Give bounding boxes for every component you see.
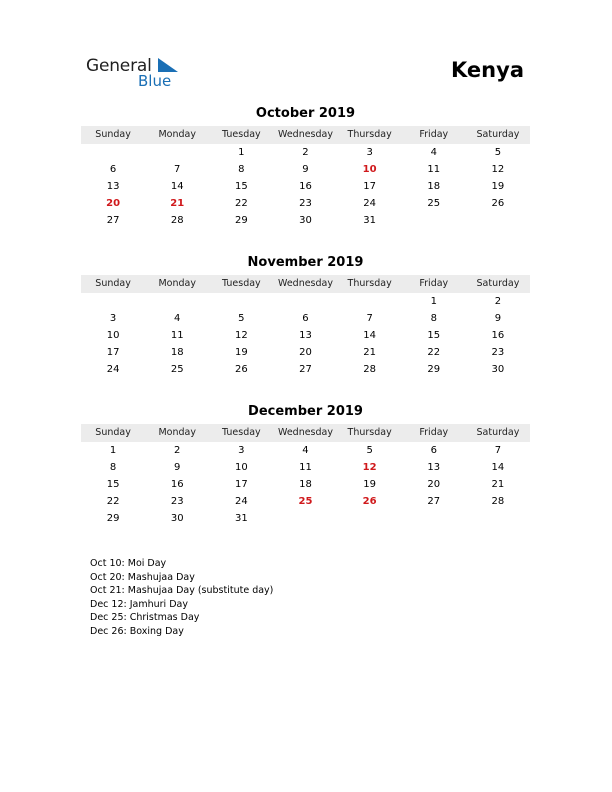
day-cell: 8	[109, 462, 117, 473]
empty-day-cell	[402, 212, 466, 229]
day-cell: 18	[427, 181, 441, 192]
day-cell: 18	[170, 347, 184, 358]
day-cell: 2	[494, 296, 502, 307]
logo	[86, 56, 186, 92]
day-cell: 29	[234, 215, 248, 226]
day-cell: 19	[363, 479, 376, 490]
day-cell: 13	[106, 181, 120, 192]
empty-day-cell	[81, 293, 145, 310]
day-cell: 27	[299, 364, 312, 375]
day-cell: 5	[366, 445, 373, 456]
day-cell: 2	[174, 445, 181, 456]
day-cell: 27	[106, 215, 120, 226]
day-cell: 20	[299, 347, 312, 358]
day-cell: 29	[427, 364, 441, 375]
day-cell: 22	[106, 496, 120, 507]
day-cell: 4	[174, 313, 181, 324]
day-cell: 28	[491, 496, 505, 507]
logo-flag-icon	[158, 58, 178, 72]
month-title: November 2019	[247, 255, 364, 270]
week-row	[81, 195, 530, 212]
day-cell: 15	[106, 479, 120, 490]
day-cell: 3	[238, 445, 245, 456]
day-cell: 11	[427, 164, 441, 175]
day-cell: 24	[234, 496, 248, 507]
week-row	[81, 144, 530, 161]
day-cell: 1	[109, 445, 117, 456]
week-row	[81, 459, 530, 476]
day-cell: 4	[430, 147, 437, 158]
day-cell: 7	[174, 164, 181, 175]
day-cell: 31	[234, 513, 248, 524]
day-cell: 15	[234, 181, 248, 192]
day-cell: 6	[430, 445, 437, 456]
day-cell: 25	[427, 198, 441, 209]
weekday-label: Thursday	[347, 278, 392, 289]
day-cell: 14	[491, 462, 505, 473]
day-cell: 23	[170, 496, 184, 507]
day-cell: 30	[491, 364, 505, 375]
day-cell: 9	[302, 164, 309, 175]
day-cell: 1	[238, 147, 245, 158]
day-cell: 13	[427, 462, 441, 473]
weekday-label: Wednesday	[277, 278, 333, 289]
weekday-label: Friday	[419, 278, 449, 289]
month-title: December 2019	[248, 404, 363, 419]
day-cell: 5	[494, 147, 502, 158]
week-row	[81, 310, 530, 327]
empty-day-cell	[466, 510, 530, 527]
holiday-list-item: Oct 20: Mashujaa Day	[90, 571, 195, 583]
day-cell: 14	[170, 181, 184, 192]
day-cell: 6	[109, 164, 117, 175]
day-cell: 9	[174, 462, 181, 473]
weekday-label: Friday	[419, 427, 449, 438]
day-cell: 17	[234, 479, 248, 490]
day-cell: 3	[109, 313, 117, 324]
day-cell: 10	[106, 330, 120, 341]
weekday-label: Tuesday	[222, 129, 261, 140]
week-row	[81, 178, 530, 195]
day-cell: 4	[302, 445, 309, 456]
empty-day-cell	[338, 293, 402, 310]
empty-day-cell	[145, 144, 209, 161]
day-cell: 11	[299, 462, 312, 473]
weekday-label: Monday	[158, 278, 196, 289]
day-cell: 12	[234, 330, 248, 341]
week-row	[81, 361, 530, 378]
weekday-label: Sunday	[95, 427, 131, 438]
day-cell: 25	[170, 364, 184, 375]
day-cell: 18	[299, 479, 312, 490]
month-december	[81, 403, 530, 527]
weekday-label: Tuesday	[222, 427, 261, 438]
day-cell: 21	[363, 347, 376, 358]
week-row	[81, 344, 530, 361]
day-cell: 11	[170, 330, 184, 341]
day-cell: 7	[366, 313, 373, 324]
weekday-label: Friday	[419, 129, 449, 140]
day-cell: 20	[427, 479, 441, 490]
weekday-label: Monday	[158, 129, 196, 140]
day-cell: 8	[430, 313, 437, 324]
day-cell: 6	[302, 313, 309, 324]
day-cell: 27	[427, 496, 441, 507]
empty-day-cell	[402, 510, 466, 527]
logo-general-text: General	[86, 56, 152, 76]
day-cell: 19	[491, 181, 505, 192]
day-cell: 26	[491, 198, 505, 209]
holiday-day-cell: 10	[362, 164, 377, 175]
day-cell: 12	[491, 164, 505, 175]
day-cell: 19	[234, 347, 248, 358]
week-row	[81, 442, 530, 459]
day-cell: 3	[366, 147, 373, 158]
week-row	[81, 212, 530, 229]
weekday-header	[81, 126, 530, 144]
day-cell: 24	[106, 364, 120, 375]
day-cell: 23	[491, 347, 505, 358]
empty-day-cell	[466, 212, 530, 229]
day-cell: 7	[494, 445, 502, 456]
holiday-list-item: Dec 25: Christmas Day	[90, 612, 200, 623]
empty-day-cell	[273, 510, 337, 527]
day-cell: 30	[170, 513, 184, 524]
day-cell: 5	[238, 313, 245, 324]
empty-day-cell	[209, 293, 273, 310]
month-november	[81, 254, 530, 378]
day-cell: 1	[430, 296, 437, 307]
day-cell: 14	[363, 330, 376, 341]
month-october	[81, 105, 530, 229]
holiday-list-item: Dec 26: Boxing Day	[90, 625, 184, 637]
logo-blue-text: Blue	[138, 72, 172, 90]
day-cell: 8	[238, 164, 245, 175]
day-cell: 22	[427, 347, 441, 358]
day-cell: 23	[299, 198, 312, 209]
empty-day-cell	[338, 510, 402, 527]
day-cell: 29	[106, 513, 120, 524]
empty-day-cell	[81, 144, 145, 161]
weekday-label: Tuesday	[222, 278, 261, 289]
day-cell: 13	[299, 330, 312, 341]
weekday-label: Wednesday	[277, 427, 333, 438]
day-cell: 28	[363, 364, 376, 375]
day-cell: 10	[234, 462, 248, 473]
week-row	[81, 510, 530, 527]
day-cell: 26	[234, 364, 248, 375]
month-title: October 2019	[255, 106, 356, 121]
day-cell: 21	[491, 479, 505, 490]
day-cell: 31	[363, 215, 376, 226]
holiday-list	[90, 557, 273, 638]
weekday-label: Thursday	[347, 129, 392, 140]
weekday-label: Sunday	[95, 129, 131, 140]
holiday-list-item: Oct 10: Moi Day	[90, 558, 167, 569]
week-row	[81, 327, 530, 344]
week-row	[81, 293, 530, 310]
weekday-label: Wednesday	[277, 129, 333, 140]
weekday-label: Monday	[158, 427, 196, 438]
weekday-label: Saturday	[476, 278, 520, 289]
week-row	[81, 161, 530, 178]
day-cell: 16	[491, 330, 505, 341]
empty-day-cell	[145, 293, 209, 310]
day-cell: 24	[363, 198, 376, 209]
holiday-list-item: Oct 21: Mashujaa Day (substitute day)	[90, 585, 274, 596]
day-cell: 30	[299, 215, 312, 226]
country-title: Kenya	[451, 58, 524, 82]
week-row	[81, 493, 530, 510]
holiday-day-cell: 12	[362, 462, 377, 473]
day-cell: 17	[106, 347, 120, 358]
weekday-label: Sunday	[95, 278, 131, 289]
day-cell: 17	[363, 181, 376, 192]
holiday-day-cell: 21	[170, 198, 185, 209]
day-cell: 9	[494, 313, 502, 324]
day-cell: 22	[234, 198, 248, 209]
weekday-label: Saturday	[476, 129, 520, 140]
weekday-header	[81, 424, 530, 442]
day-cell: 28	[170, 215, 184, 226]
empty-day-cell	[273, 293, 337, 310]
day-cell: 15	[427, 330, 441, 341]
day-cell: 16	[299, 181, 312, 192]
weekday-label: Thursday	[347, 427, 392, 438]
weekday-header	[81, 275, 530, 293]
weekday-label: Saturday	[476, 427, 520, 438]
holiday-day-cell: 20	[106, 198, 121, 209]
holiday-list-item: Dec 12: Jamhuri Day	[90, 598, 188, 610]
day-cell: 2	[302, 147, 309, 158]
day-cell: 16	[170, 479, 184, 490]
week-row	[81, 476, 530, 493]
holiday-day-cell: 25	[298, 496, 313, 507]
holiday-day-cell: 26	[362, 496, 377, 507]
